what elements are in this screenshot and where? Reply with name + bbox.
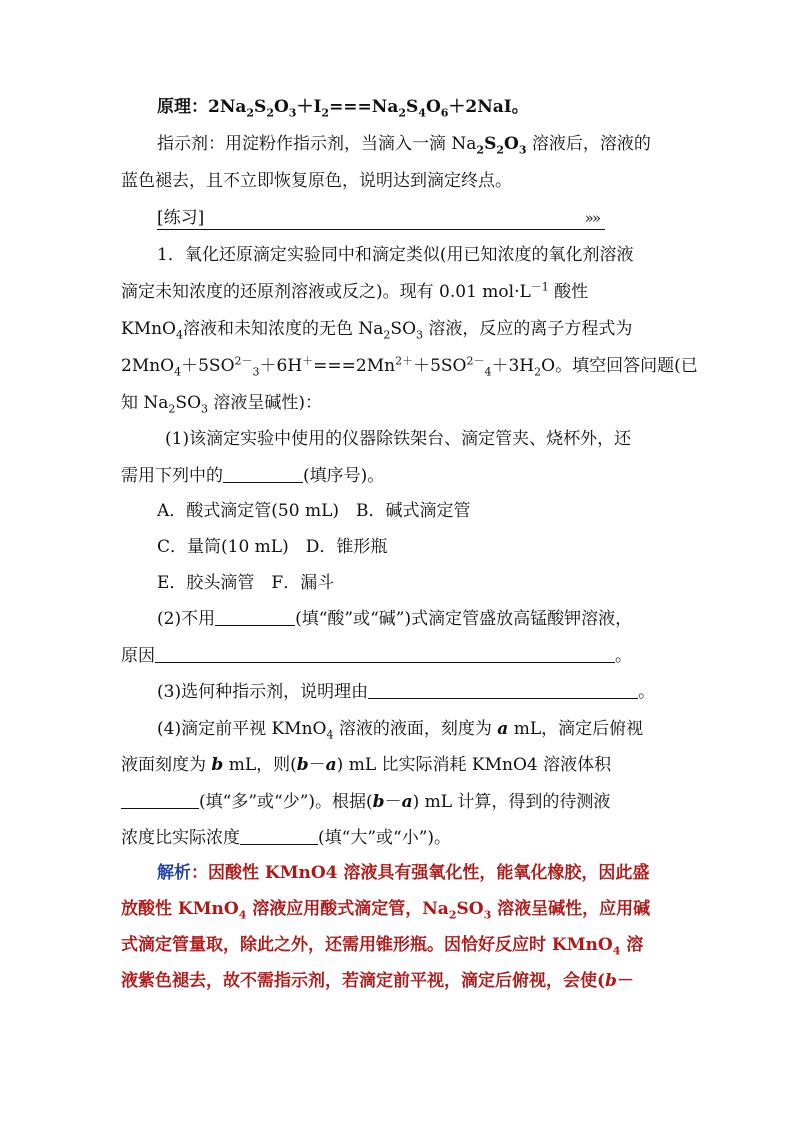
text-run: 酸性: [548, 282, 589, 302]
var-a: a: [325, 755, 337, 775]
p3-line: [157, 681, 713, 703]
answer-blank[interactable]: [368, 682, 638, 699]
text-run: 液面刻度为: [121, 755, 212, 775]
text-run: O。填空回答问题(已: [541, 356, 698, 376]
text-run: 用淀粉作指示剂，当滴入一滴 Na: [225, 134, 477, 154]
sup: 2－: [466, 354, 485, 368]
text-run: ＋5SO: [413, 356, 467, 376]
eq-sub: 4: [418, 106, 426, 120]
sup: 2－: [234, 354, 253, 368]
text-run: SO: [456, 899, 484, 919]
text-run: 式滴定管量取，除此之外，还需用锥形瓶。因恰好反应时 KMnO: [121, 935, 613, 955]
text-run: 溶液呈碱性)：: [208, 393, 323, 413]
text-run: ) mL 计算，得到的待测液: [412, 792, 611, 812]
p4-line-1: [157, 718, 713, 740]
sub: 4: [326, 728, 334, 742]
eq-sub: 3: [288, 106, 297, 120]
var-b: b: [605, 971, 617, 991]
text-run: ＋5SO: [181, 356, 235, 376]
text-run: 浓度比实际浓度: [121, 828, 240, 848]
text-run: 原因: [121, 646, 155, 666]
p4-line-4: [121, 827, 677, 849]
p1-line-2: [121, 465, 677, 487]
var-a: a: [497, 719, 509, 739]
q1-line-4: [121, 354, 698, 379]
text-run: SO: [175, 393, 202, 413]
eq-sub: 2: [246, 106, 255, 120]
var-b: b: [372, 792, 385, 812]
var-b: b: [211, 755, 224, 775]
sub: 3: [252, 365, 260, 379]
text-run: 溶: [620, 935, 644, 955]
sup: 2＋: [395, 354, 414, 368]
eq-part: ＋2NaI。: [448, 97, 529, 117]
answer-blank[interactable]: [155, 646, 615, 663]
sub: 3: [416, 328, 424, 342]
text-run: ===2Mn: [313, 356, 396, 376]
text-run: 2MnO: [121, 356, 175, 376]
text-run: ) mL 比实际消耗 KMnO4 溶液体积: [336, 755, 612, 775]
p1-line-1: (1)该滴定实验中使用的仪器除铁架台、滴定管夹、烧杯外，还: [165, 429, 632, 449]
sup: ＋: [302, 354, 314, 368]
text-run: (填“酸”或“碱”)式滴定管盛放高锰酸钾溶液，: [295, 609, 633, 629]
text-run: mL，则(: [223, 755, 297, 775]
p4-line-3: [121, 791, 677, 813]
text-run: (2)不用: [157, 609, 216, 629]
p2-line-2: [121, 645, 677, 667]
q1-line-5: [121, 392, 677, 414]
text-run: 溶液和未知浓度的无色 Na: [183, 319, 384, 339]
text-run: 知 Na: [121, 393, 169, 413]
text-run: 。: [615, 646, 632, 666]
text-run: －: [308, 755, 326, 775]
text-run: 放酸性 KMnO: [121, 899, 239, 919]
text-run: ＋6H: [259, 356, 303, 376]
text-run: 溶液，反应的离子方程式为: [423, 319, 633, 339]
q1-line-1: 1．氧化还原滴定实验同中和滴定类似(用已知浓度的氧化剂溶液: [157, 245, 634, 265]
text-run: (填序号)。: [303, 466, 385, 486]
sub: 3: [201, 402, 209, 416]
principle-line: [157, 96, 713, 118]
sub: 2: [476, 143, 485, 157]
text-run: KMnO: [121, 319, 176, 339]
answer-blank[interactable]: [121, 792, 199, 809]
eq-part: O: [425, 97, 441, 117]
practice-header: [157, 207, 605, 230]
eq-part: S: [406, 97, 419, 117]
sub: 4: [238, 908, 247, 922]
sub: 2: [448, 908, 457, 922]
q1-line-2: [121, 281, 677, 303]
option-line-cd: C．量筒(10 mL) D．锥形瓶: [157, 537, 388, 557]
sup: －1: [530, 280, 549, 294]
p4-line-2: [121, 754, 677, 776]
eq-sub: 2: [321, 106, 330, 120]
indicator-line-1: [157, 133, 713, 155]
text-run: (填“多”或“少”)。根据(: [199, 792, 373, 812]
principle-label: 原理：: [157, 97, 208, 117]
text-run: 溶液的液面，刻度为: [333, 719, 498, 739]
double-chevron-icon: »»: [584, 209, 599, 227]
analysis-line-2: [121, 898, 677, 920]
option-line-ab: A．酸式滴定管(50 mL) B．碱式滴定管: [157, 501, 471, 521]
var-b: b: [296, 755, 309, 775]
text-run: 液紫色褪去，故不需指示剂，若滴定前平视，滴定后俯视，会使(: [121, 971, 606, 991]
text-run: (4)滴定前平视 KMnO: [157, 719, 327, 739]
sub: 2: [496, 143, 505, 157]
eq-sub: 2: [398, 106, 407, 120]
eq-part: 2Na: [208, 97, 247, 117]
eq-sub: 2: [266, 106, 274, 120]
analysis-line-4: [121, 970, 677, 992]
text-run: 溶液应用酸式滴定管，Na: [246, 899, 449, 919]
text-run: 滴定未知浓度的还原剂溶液或反之)。现有 0.01 mol·L: [121, 282, 531, 302]
text-run: (填“大”或“小”)。: [318, 828, 452, 848]
answer-blank[interactable]: [215, 609, 295, 626]
sub: 3: [483, 908, 492, 922]
eq-part: S: [254, 97, 267, 117]
text-run: 溶液后，溶液的: [526, 134, 651, 154]
text-run: S: [484, 134, 497, 154]
text-run: (3)选何种指示剂，说明理由: [157, 682, 369, 702]
sub: 4: [612, 944, 621, 958]
analysis-label: 解析: [157, 863, 191, 883]
eq-sub: 6: [440, 106, 449, 120]
sub: 2: [534, 365, 542, 379]
eq-part: ===Na: [329, 97, 399, 117]
sub: 4: [174, 365, 182, 379]
text-run: －: [616, 971, 634, 991]
text-run: mL，滴定后俯视: [508, 719, 644, 739]
practice-label: [练习]: [157, 208, 205, 228]
eq-part: ＋I: [296, 97, 322, 117]
text-run: ＋3H: [491, 356, 535, 376]
answer-blank[interactable]: [223, 466, 303, 483]
text-run: SO: [390, 319, 417, 339]
option-line-ef: E．胶头滴管 F．漏斗: [157, 573, 335, 593]
text-run: 。: [638, 682, 656, 702]
text-run: 溶液呈碱性，应用碱: [491, 899, 651, 919]
analysis-line-3: [121, 934, 677, 956]
text-run: O: [504, 134, 519, 154]
p2-line-1: [157, 608, 713, 630]
indicator-label: 指示剂：: [157, 134, 225, 154]
text-run: 需用下列中的: [121, 466, 223, 486]
eq-part: O: [273, 97, 289, 117]
var-a: a: [401, 792, 413, 812]
indicator-line-2: 蓝色褪去，且不立即恢复原色，说明达到滴定终点。: [121, 171, 512, 191]
sub: 3: [518, 143, 527, 157]
sub: 2: [168, 402, 176, 416]
sub: 4: [484, 365, 492, 379]
answer-blank[interactable]: [240, 828, 318, 845]
sub: 4: [176, 328, 183, 342]
sub: 2: [383, 328, 391, 342]
text-run: －: [384, 792, 402, 812]
q1-line-3: [121, 318, 677, 340]
text-run: ：因酸性 KMnO4 溶液具有强氧化性，能氧化橡胶，因此盛: [191, 863, 650, 883]
analysis-line-1: [157, 862, 713, 884]
